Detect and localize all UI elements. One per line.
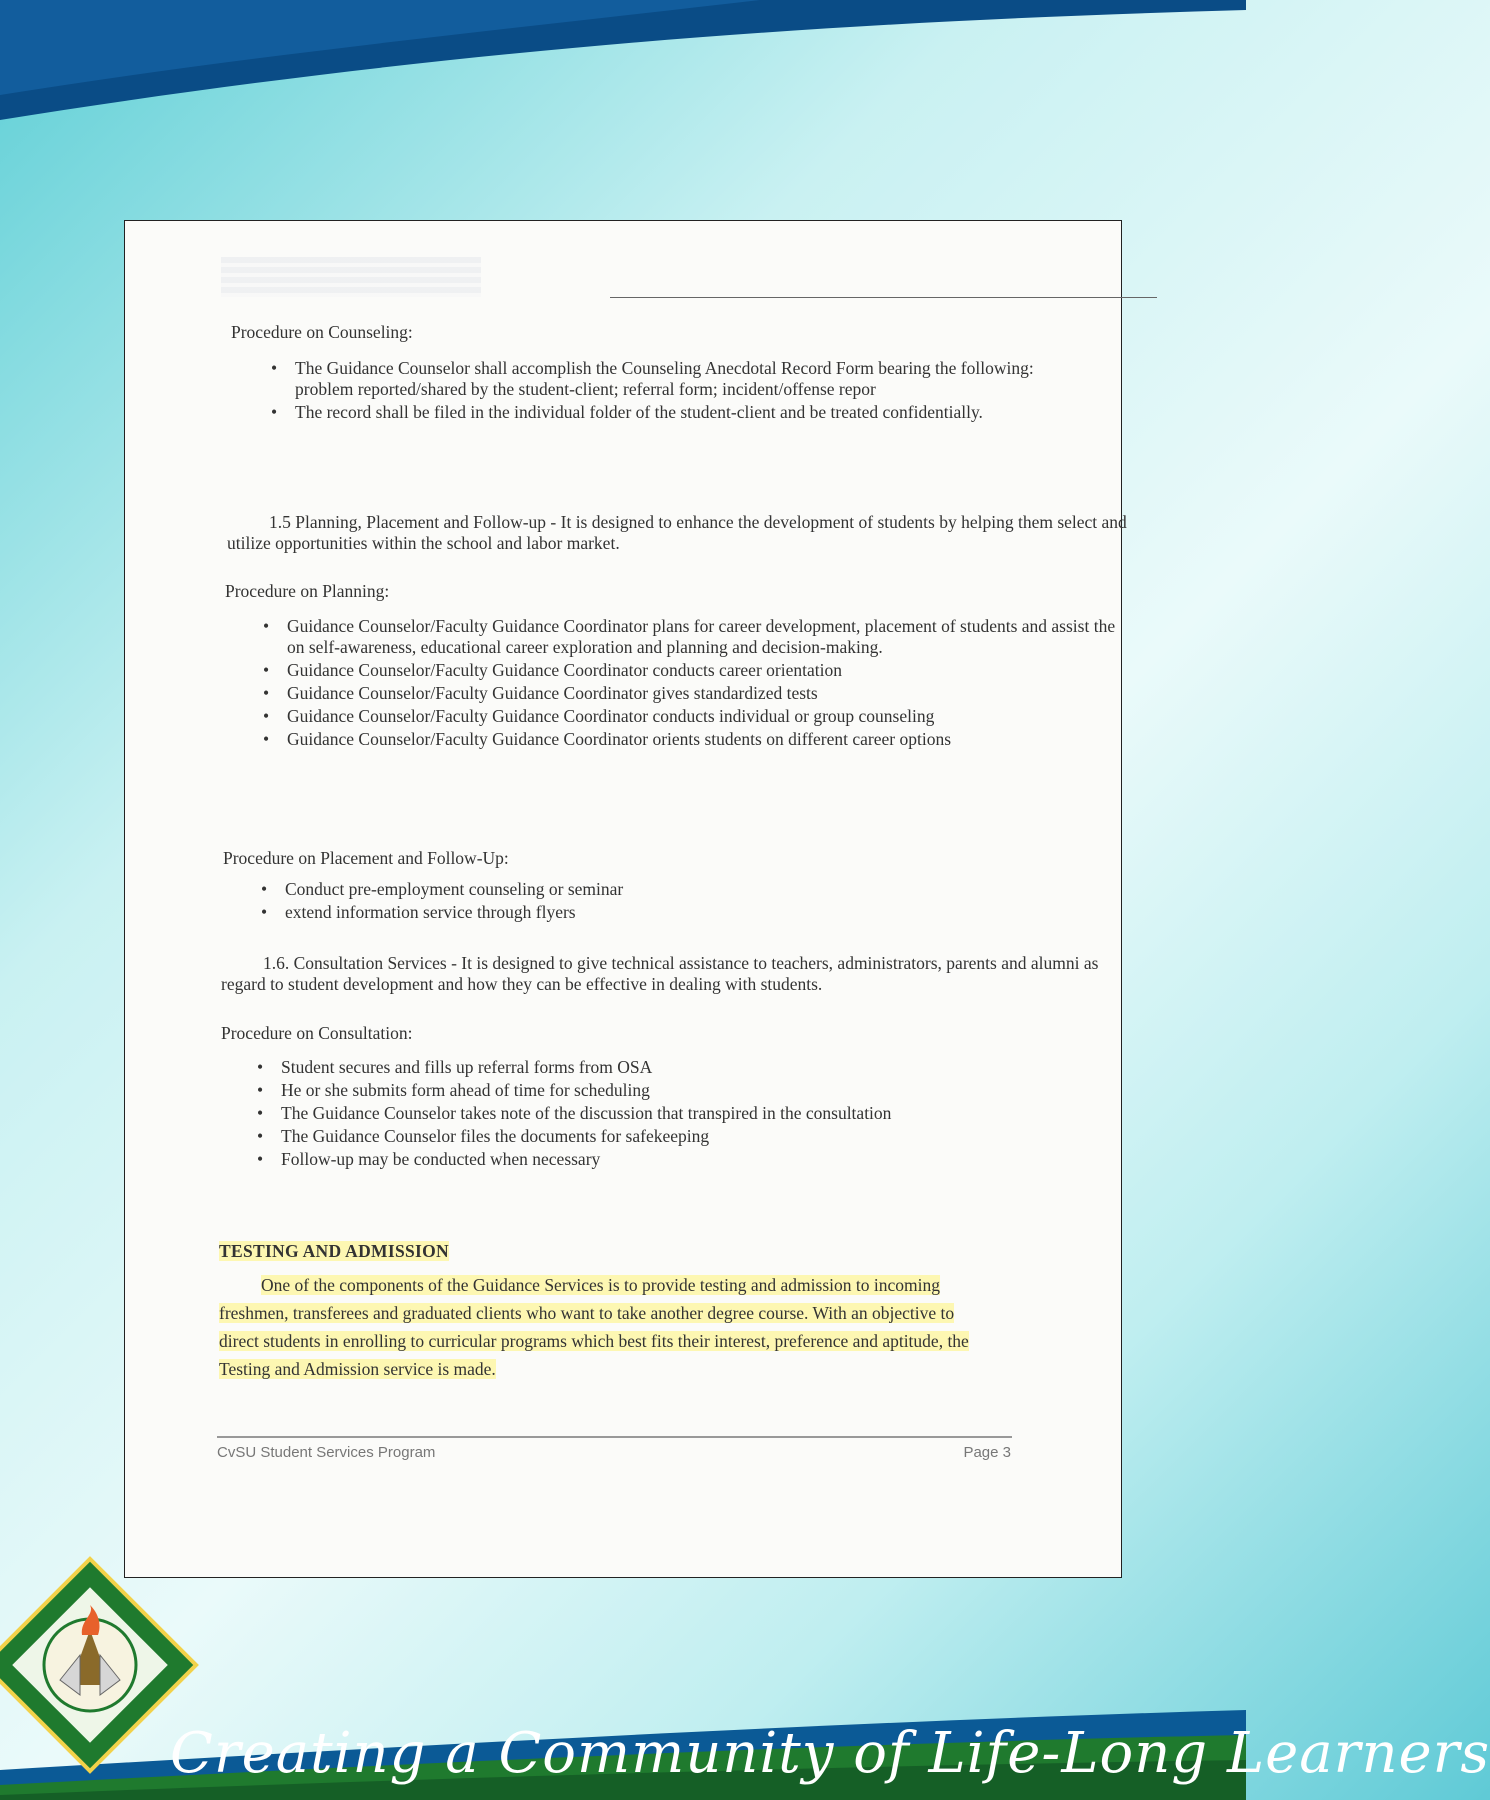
top-decorative-band [0, 0, 1246, 140]
testing-admission-title: TESTING AND ADMISSION [219, 1241, 449, 1261]
list-item: • The Guidance Counselor shall accomplish the Counseling Anecdotal Record Form bearing the following: problem reported/shared by the student-client; referral form; incident/offense repor [263, 358, 1093, 400]
list-item: • Guidance Counselor/Faculty Guidance Coordinator gives standardized tests [255, 683, 1135, 704]
list-item: • Guidance Counselor/Faculty Guidance Coordinator orients students on different career options [255, 729, 1135, 750]
consultation-bullet-list [249, 1057, 1129, 1172]
testing-admission-heading [219, 1241, 449, 1262]
counseling-bullet-list [263, 358, 1093, 425]
list-item: • Follow-up may be conducted when necessary [249, 1149, 1129, 1170]
motto-text: Creating a Community of Life-Long Learners [170, 1721, 1490, 1786]
footer-program-name: CvSU Student Services Program [217, 1444, 436, 1461]
list-item: • Student secures and fills up referral forms from OSA [249, 1057, 1129, 1078]
testing-admission-paragraph [219, 1271, 989, 1383]
list-item: • extend information service through flyers [253, 902, 1133, 923]
list-item: • Guidance Counselor/Faculty Guidance Coordinator plans for career development, placement of students and assist the on self-awareness, educational career exploration and planning and decision-making. [255, 616, 1135, 658]
procedure-planning-heading: Procedure on Planning: [225, 581, 390, 601]
header-rule [610, 297, 1157, 298]
list-item: • He or she submits form ahead of time for scheduling [249, 1080, 1129, 1101]
list-item: • Conduct pre-employment counseling or seminar [253, 879, 1133, 900]
testing-admission-text: One of the components of the Guidance Services is to provide testing and admission to incoming freshmen, transferees and graduated clients who want to take another degree course. With an objective to direct students in enrolling to curricular programs which best fits their interest, preference and aptitude, the Testing and Admission service is made. [219, 1275, 969, 1379]
list-item: • The Guidance Counselor files the documents for safekeeping [249, 1126, 1129, 1147]
placement-bullet-list [253, 879, 1133, 925]
footer-page-number: Page 3 [963, 1444, 1011, 1461]
procedure-counseling-heading: Procedure on Counseling: [231, 322, 413, 342]
list-item: • The Guidance Counselor takes note of the discussion that transpired in the consultation [249, 1103, 1129, 1124]
section-1-5-paragraph: 1.5 Planning, Placement and Follow-up - It is designed to enhance the development of students by helping them select and utilize opportunities within the school and labor market. [227, 512, 1127, 553]
procedure-consultation-heading: Procedure on Consultation: [221, 1023, 413, 1043]
document-page [124, 220, 1127, 1578]
list-item: • Guidance Counselor/Faculty Guidance Coordinator conducts career orientation [255, 660, 1135, 681]
university-seal-logo [0, 1535, 220, 1795]
footer-rule [217, 1436, 1012, 1438]
section-1-6-paragraph: 1.6. Consultation Services - It is designed to give technical assistance to teachers, administrators, parents and alumni as regard to student development and how they can be effective in dealing with students. [221, 953, 1099, 994]
header-blurred-logo [221, 257, 481, 297]
list-item: • Guidance Counselor/Faculty Guidance Coordinator conducts individual or group counseling [255, 706, 1135, 727]
procedure-placement-heading: Procedure on Placement and Follow-Up: [223, 848, 509, 868]
planning-bullet-list [255, 616, 1135, 752]
list-item: • The record shall be filed in the individual folder of the student-client and be treated confidentially. [263, 402, 1093, 423]
